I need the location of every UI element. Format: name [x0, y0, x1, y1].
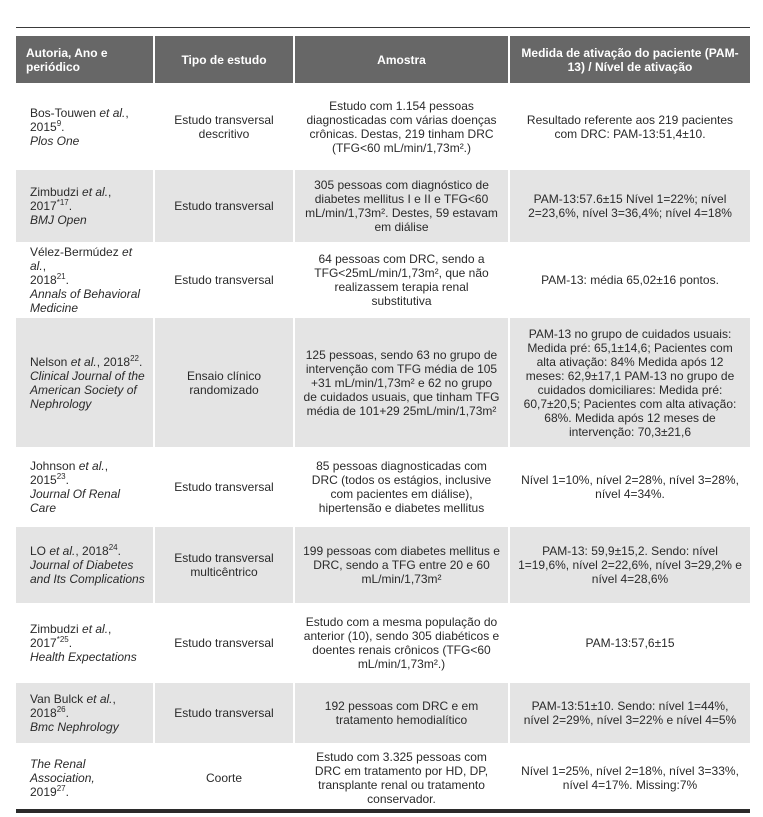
cell-sample: 85 pessoas diagnosticadas com DRC (todos os estágios, inclusive com pacientes em diálise), hipertensão e diabetes mellitus: [294, 448, 509, 526]
cell-sample: 305 pessoas com diagnóstico de diabetes mellitus I e II e TFG<60 mL/min/1,73m². Destes, 59 estavam em diálise: [294, 169, 509, 243]
cell-study-type: Estudo transversal descritivo: [154, 84, 294, 169]
journal-name: Health Expectations: [30, 650, 137, 664]
cell-pam: PAM-13 no grupo de cuidados usuais: Medida pré: 65,1±14,6; Pacientes com alta ativação: 84% Medida após 12 meses: 62,9±17,1 PAM-13 no grupo de cuidados domiciliares: Medida pré: 60,7±20,5; Pacientes com alta ativação: 68%. Medida após 12 meses de intervenção: 70,3±21,6: [509, 317, 750, 448]
cell-author: Vélez-Bermúdez et al., 2018$^{21}$. Annals of Behavioral Medicine: [16, 243, 154, 317]
cell-author: Bos-Touwen et al., 2015$^9$. Plos One: [16, 84, 154, 169]
table-row: [16, 604, 750, 682]
cell-pam: PAM-13: média 65,02±16 pontos.: [509, 243, 750, 317]
table-row: [16, 744, 750, 810]
journal-name: The Renal Association,: [30, 756, 95, 785]
cell-sample: 199 pessoas com diabetes mellitus e DRC, sendo a TFG entre 20 e 60 mL/min/1,73m²: [294, 526, 509, 604]
cell-author: LO et al., 2018$^{24}$. Journal of Diabetes and Its Complications: [16, 526, 154, 604]
header-pam: Medida de ativação do paciente (PAM-13) / Nível de ativação: [509, 36, 750, 84]
journal-name: Plos One: [30, 133, 80, 148]
cell-sample: 125 pessoas, sendo 63 no grupo de intervenção com TFG média de 105 +31 mL/min/1,73m² e 62 no grupo de cuidados usuais, que tinham TFG média de 101+29 25mL/min/1,73m²: [294, 317, 509, 448]
table-row: [16, 84, 750, 169]
table-row: [16, 682, 750, 744]
cell-study-type: Ensaio clínico randomizado: [154, 317, 294, 448]
cell-author: Van Bulck et al., 2018$^{26}$. Bmc Nephrology: [16, 682, 154, 744]
header-author: Autoria, Ano e periódico: [16, 36, 154, 84]
cell-study-type: Coorte: [154, 744, 294, 810]
cell-sample: Estudo com 1.154 pessoas diagnosticadas com várias doenças crônicas. Destas, 219 tinham DRC (TFG<60 mL/min/1,73m².): [294, 84, 509, 169]
cell-pam: Nível 1=25%, nível 2=18%, nível 3=33%, nível 4=17%. Missing:7%: [509, 744, 750, 810]
cell-sample: Estudo com 3.325 pessoas com DRC em tratamento por HD, DP, transplante renal ou tratamento conservador.: [294, 744, 509, 810]
table-row: [16, 243, 750, 317]
journal-name: BMJ Open: [30, 213, 87, 227]
cell-sample: 192 pessoas com DRC e em tratamento hemodialítico: [294, 682, 509, 744]
table-header-row: [16, 36, 750, 84]
cell-sample: Estudo com a mesma população do anterior (10), sendo 305 diabéticos e doentes renais crônicos (TFG<60 mL/min/1,73m².): [294, 604, 509, 682]
cell-study-type: Estudo transversal: [154, 604, 294, 682]
cell-pam: PAM-13:57.6±15 Nível 1=22%; nível 2=23,6%, nível 3=36,4%; nível 4=18%: [509, 169, 750, 243]
table-row: [16, 526, 750, 604]
table-row: [16, 317, 750, 448]
cell-study-type: Estudo transversal: [154, 169, 294, 243]
cell-author: Zimbudzi et al., 2017$^{*17}$. BMJ Open: [16, 169, 154, 243]
journal-name: Annals of Behavioral Medicine: [30, 287, 141, 315]
cell-sample: 64 pessoas com DRC, sendo a TFG<25mL/min/1,73m², que não realizassem terapia renal substitutiva: [294, 243, 509, 317]
cell-pam: PAM-13:51±10. Sendo: nível 1=44%, nível 2=29%, nível 3=22% e nível 4=5%: [509, 682, 750, 744]
cell-study-type: Estudo transversal: [154, 243, 294, 317]
cell-study-type: Estudo transversal: [154, 682, 294, 744]
table-row: [16, 448, 750, 526]
bottom-rule: [16, 809, 750, 813]
table-row: [16, 169, 750, 243]
header-sample: Amostra: [294, 36, 509, 84]
journal-name: Journal Of Renal Care: [30, 487, 121, 515]
cell-study-type: Estudo transversal: [154, 448, 294, 526]
cell-pam: Resultado referente aos 219 pacientes com DRC: PAM-13:51,4±10.: [509, 84, 750, 169]
cell-author: The Renal Association, 2019$^{27}$.: [16, 744, 154, 810]
cell-study-type: Estudo transversal multicêntrico: [154, 526, 294, 604]
journal-name: Journal of Diabetes and Its Complications: [30, 558, 145, 586]
cell-author: Zimbudzi et al., 2017$^{*25}$. Health Expectations: [16, 604, 154, 682]
journal-name: Bmc Nephrology: [30, 720, 119, 734]
cell-author: Nelson et al., 2018$^{22}$. Clinical Journal of the American Society of Nephrology: [16, 317, 154, 448]
cell-pam: Nível 1=10%, nível 2=28%, nível 3=28%, nível 4=34%.: [509, 448, 750, 526]
journal-name: Clinical Journal of the American Society of Nephrology: [30, 368, 145, 411]
studies-table: [16, 36, 750, 810]
cell-pam: PAM-13: 59,9±15,2. Sendo: nível 1=19,6%, nível 2=22,6%, nível 3=29,2% e nível 4=28,6%: [509, 526, 750, 604]
cell-pam: PAM-13:57,6±15: [509, 604, 750, 682]
top-rule: [16, 27, 750, 28]
header-study-type: Tipo de estudo: [154, 36, 294, 84]
cell-author: Johnson et al., 2015$^{23}$. Journal Of Renal Care: [16, 448, 154, 526]
